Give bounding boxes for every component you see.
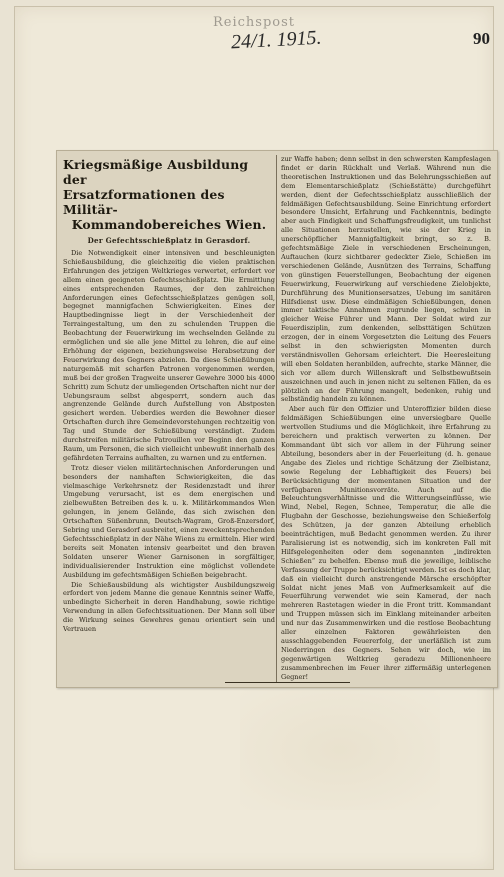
article-paragraph: Trotz dieser vielen militärtechnischen Anforderungen und besonders der namhaften Schwierigkeiten, die das vielmaschige Verkehrsnetz der Residenzstadt und ihrer Umgebung verursacht, ist es dem energischen und zielbewußten Betreiben des k. u. k. Militärkommandos Wien gelungen, in jenem Gelände, das sich zwischen den Ortschaften Süßenbrunn, Deutsch-Wagram, Groß-Enzersdorf, Sebring und Gerasdorf ausbreitet, einen zweckentsprechenden Gefechtsschießplatz in der Nähe Wiens zu ermitteln. Hier wird bereits seit Monaten intensiv gearbeitet und den braven Soldaten unserer Wiener Garnisonen in sorgfältiger, individualisierender Instruktion eine möglichst vollendete Ausbildung im gefechtsmäßigen Schießen beigebracht. (63, 463, 275, 579)
article-end-rule (225, 682, 350, 683)
newspaper-name-stamp: Reichspost (213, 15, 296, 30)
article-column-right (281, 155, 491, 683)
article-subheadline: Der Gefechtsschießplatz in Gerasdorf. (87, 236, 251, 245)
headline-line: Kriegsmäßige Ausbildung der (63, 157, 249, 187)
article-paragraph: Aber auch für den Offizier und Unteroffizier bilden diese feldmäßigen Schießübungen eine unversiegbare Quelle wertvollen Studiums und die Möglichkeit, ihre Erfahrung zu bereichern und praktisch verwerten zu können. Der Kommandant übt sich vor allem in der Führung seiner Abteilung, besonders aber in der Feuerleitung (d. h. genaue Angabe des Zieles und richtige Schätzung der Zielbistanz, sowie Regelung der Lebhaftigkeit des Feuers) bei Berücksichtigung der momentanen Situation und der verfügbaren Munitionsvorräte. Auch auf die Beleuchtungsverhältnisse und die Witterungseinflüsse, wie Wind, Nebel, Regen, Schnee, Temperatur, die alle die Flugbahn der Geschosse, beziehungsweise den Schießerfolg des Schützen, ja der ganzen Abteilung erheblich beeinträchtigen, muß Bedacht genommen werden. Zu ihrer Paralisierung ist es notwendig, sich im konkreten Fall mit Hilfsgelegenheiten oder dem sogenannten „indirekten Schießen“ zu behelfen. Ebenso muß die jeweilige, leiblische Verfassung der Truppe berücksichtigt werden. Ist es doch klar, daß ein vielleicht durch anstrengende Märsche erschöpfter Soldat nicht jenes Maß von Aufmerksamkeit auf die Feuerführung verwendet wie sein Kamerad, der nach mehreren Rastetagen wieder in die Front tritt. Kommandant und Truppen müssen sich im Einklang miteinander arbeiten und nur das Zusammenwirken und die restlose Beobachtung aller einzelnen Faktoren gewährleisten den ausschlaggebenden Feuererfolg, der unerläßlich ist zum Niederringen des Gegners. Sehen wir doch, wie im gegenwärtigen Weltkrieg geradezu Millionenheere zusammenbrechen im Feuer ihrer ziffermäßig unterlegenen Gegner! (281, 405, 491, 681)
article-paragraph: zur Waffe haben; denn selbst in den schwersten Kampfeslagen findet er darin Rückhalt und Verlaß. Während nun die theoretischen Instruktionen und das Belehrungsschießen auf dem Elementarschießplatz (Schießstätte) durchgeführt werden, dient der Gefechtsschießplatz ausschließlich der feldmäßigen Gefechtsausbildung. Seine Einrichtung erfordert besondere Umsicht, Erfahrung und Fachkenntnis, bedingte aber auch Findigkeit und Schaffungsfreudigkeit, um tunlichst alle Situationen herzustellen, wie sie der Krieg in unerschöpflicher Mannigfaltigkeit bringt, so z. B. gefechtsmäßige Ziele in verschiedenen Erscheinungen, Auftauchen (kurz sichtbarer gedeckter Ziele, Schießen im verschiedenen Gelände, Ausnützen des Terrains, Schaffung von günstigen Feuerstellungen, Beobachtung der eigenen Feuerwirkung, Feuerwirkung auf verschiedene Zielobjekte, Durchführung des Munitionsersatzes, Uebung im sanitären Hilfsdienst usw. Diese eindmäßigen Schießübungen, denen immer taktische Annahmen zugrunde liegen, schulen in gleicher Weise Führer und Mann. Der Soldat wird zur Feuerdisziplin, zum denkenden, selbsttätigen Schützen erzogen, der in einem Vorgesetzten die Leitung des Feuers selbst in den schwierigsten Momenten durch verständnisvollen Gehorsam erleichtert. Die Heeresleitung will eben Soldaten heranbilden, aufrechte, starke Männer, die sich vor allem durch Willenskraft und Selbstbewußtsein auszeichnen und auch in jenen nicht zu seltenen Fällen, da es plötzlich an der Führung mangelt, bedenken, ruhig und selbständig handeln zu können. (281, 155, 491, 404)
article-headline (63, 157, 275, 232)
paper-stain (240, 690, 440, 810)
page-number: 90 (473, 29, 490, 48)
column-divider (276, 155, 277, 683)
headline-line: Kommandobereiches Wien. (71, 217, 267, 232)
handwritten-date: 24/1. 1915. (230, 26, 323, 54)
article-paragraph: Die Notwendigkeit einer intensiven und beschleunigten Schießausbildung, die gleichzeitig die vielen praktischen Erfahrungen des jetzigen Weltkrieges verwertet, erfordert vor allem einen geeigneten Gefechtsschießplatz. Die Ermittlung eines entsprechenden Raumes, der den zahlreichen Anforderungen eines Gefechtsschießplatzes genügen soll, begegnet mannigfachen Schwierigkeiten. Eines der Hauptbedingnisse liegt in der Verschiedenheit der Terraingestaltung, um den zu schulenden Truppen die Beobachtung der Feuerwirkung im wechselnden Gelände zu ermöglichen und sie alle jene Mittel zu lehren, die auf eine Erhöhung der eigenen, beziehungsweise Herabsetzung der Feuerwirkung des Gegners abzielen. Da diese Schießübungen naturgemäß mit scharfen Patronen vorgenommen werden, muß bei der großen Tragweite unserer Gewehre 3000 bis 4000 Schritt) zum Schutz der umliegenden Ortschaften nicht nur der Uebungsraum selbst abgesperrt, sondern auch das angrenzende Gelände durch Aufstellung von Abstposten gesichert werden. Ueberdies werden die Bewohner dieser Ortschaften durch ihre Gemeindevorstehungen rechtzeitig von Tag und Stunde der Schießübung verständigt. Zudem durchstreifen militärische Patrouillen vor Beginn den ganzen Raum, um Personen, die sich vielleicht unbewußt innerhalb des gefährdeten Terrains aufhalten, zu warnen und zu entfernen. (63, 249, 275, 462)
headline-line: Ersatzformationen des Militär- (63, 187, 225, 217)
article-paragraph: Die Schießausbildung als wichtigster Ausbildungszweig erfordert von jedem Manne die genaue Kenntnis seiner Waffe, unbedingte Sicherheit in deren Handhabung, sowie richtige Verwendung in allen Gefechtssituationen. Der Mann soll über die Wirkung seines Gewehres genau orientiert sein und Vertrauen (63, 580, 275, 634)
article-column-left (63, 155, 275, 683)
newspaper-clipping (56, 150, 498, 688)
